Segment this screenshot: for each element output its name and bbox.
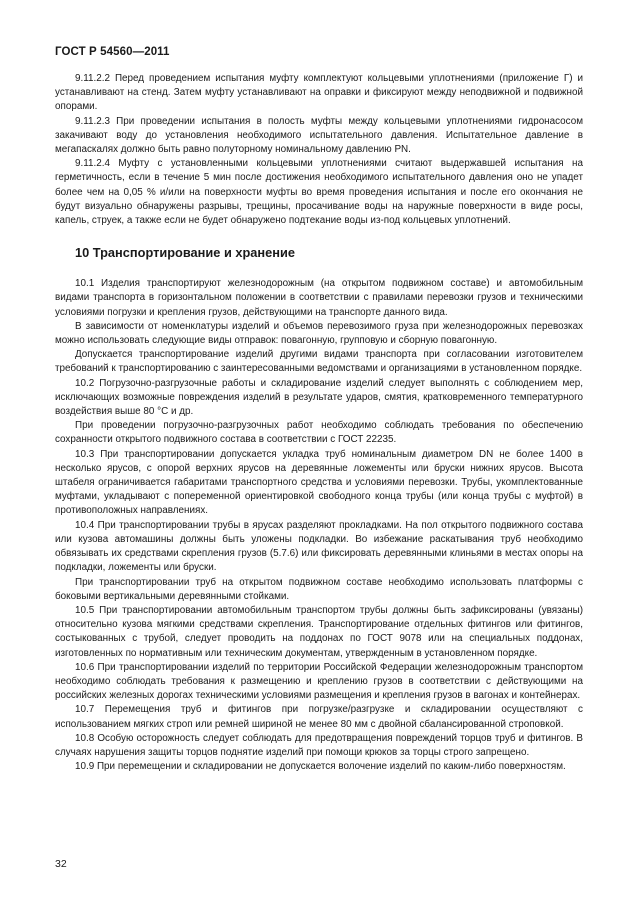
paragraph-10-3: 10.3 При транспортировании допускается укладка труб номинальным диаметром DN не более 1400 в несколько ярусов, с опорой верхних ярусов на деревянные ложементы или бруски нижних ярусов. Высота штабеля ограничивается габаритами транспортного средства и условиями перевозки. Трубы, укомплектованные муфтами, укладывают с попеременной ориентировкой свободного конца трубы (или конца трубы с муфтой) в противоположных направлениях. bbox=[55, 448, 583, 517]
section-heading: 10 Транспортирование и хранение bbox=[75, 245, 295, 261]
paragraph: Допускается транспортирование изделий другими видами транспорта при согласовании изготовителем требований к транспортированию с заинтересованными ведомствами и организациями в установленном порядке. bbox=[55, 349, 583, 375]
paragraph-10-6: 10.6 При транспортировании изделий по территории Российской Федерации железнодорожным транспортом необходимо соблюдать требования к размещению и креплению грузов в соответствии с действующими на российских железных дорогах техническими условиями размещения и крепления грузов в вагонах и контейнерах. bbox=[55, 661, 583, 702]
paragraph-10-1: 10.1 Изделия транспортируют железнодорожным (на открытом подвижном составе) и автомобильным видами транспорта в горизонтальном положении в соответствии с правилами перевозки грузов и техническими условиями погрузки и крепления грузов, действующими на транспорте данного вида. bbox=[55, 278, 583, 318]
paragraph-10-8: 10.8 Особую осторожность следует соблюдать для предотвращения повреждений торцов труб и фитингов. В случаях нарушения защиты торцов поднятие изделий при помощи крюков за торцы строго запрещено. bbox=[55, 732, 583, 758]
paragraph: В зависимости от номенклатуры изделий и объемов перевозимого груза при железнодорожных перевозках можно использовать следующие виды отправок: повагонную, групповую и сборную повагонную. bbox=[55, 320, 583, 347]
paragraph-10-4: 10.4 При транспортировании трубы в ярусах разделяют прокладками. На пол открытого подвижного состава или кузова автомашины должны быть уложены подкладки. Во избежание раскатывания труб необходимо обвязывать их средствами скрепления грузов (5.7.6) или фиксировать деревянными клиньями в местах опоры на подкладки, ложементы или бруски. bbox=[55, 519, 583, 574]
page-number: 32 bbox=[55, 858, 67, 870]
paragraph-9-11-2-3: 9.11.2.3 При проведении испытания в полость муфты между кольцевыми уплотнениями гидронасосом закачивают воду до установления необходимого испытательного давления. Испытательное давление в мегапаскалях должно быть равно полуторному номинальному давлению PN. bbox=[55, 115, 583, 156]
paragraph-9-11-2-4: 9.11.2.4 Муфту с установленными кольцевыми уплотнениями считают выдержавшей испытания на герметичность, если в течение 5 мин после достижения необходимого испытательного давления оно не упадет более чем на 0,05 % и/или на поверхности муфты во время проведения испытания и после его окончания не будут визуально обнаружены разрывы, трещины, просачивание воды на наружные поверхности в виде росы, капель, струек, а также если не будет обнаружено подтекание воды из-под кольцевых уплотнений. bbox=[55, 158, 583, 227]
paragraph-10-7: 10.7 Перемещения труб и фитингов при погрузке/разгрузке и складировании осуществляют с использованием мягких строп или ремней шириной не менее 80 мм с двойной сбалансированной строповкой. bbox=[55, 704, 583, 730]
paragraph-9-11-2-2: 9.11.2.2 Перед проведением испытания муфту комплектуют кольцевыми уплотнениями (приложение Г) и устанавливают на стенд. Затем муфту устанавливают на оправки и фиксируют между неподвижной и подвижной опорами. bbox=[55, 73, 583, 113]
page-content bbox=[55, 72, 583, 774]
paragraph-10-2: 10.2 Погрузочно-разгрузочные работы и складирование изделий следует выполнять с соблюдением мер, исключающих возможные повреждения изделий в результате ударов, смятия, кратковременного температурного воздействия выше 80 °С и др. bbox=[55, 377, 583, 418]
paragraph-10-9: 10.9 При перемещении и складировании не допускается волочение изделий по каким-либо поверхностям. bbox=[75, 761, 566, 773]
standard-id-header: ГОСТ Р 54560—2011 bbox=[55, 46, 170, 58]
paragraph: При проведении погрузочно-разгрузочных работ необходимо соблюдать требования по обеспечению сохранности открытого подвижного состава в соответствии с ГОСТ 22235. bbox=[55, 420, 583, 446]
paragraph: При транспортировании труб на открытом подвижном составе необходимо использовать платформы с боковыми вертикальными деревянными стойками. bbox=[55, 576, 583, 602]
paragraph-10-5: 10.5 При транспортировании автомобильным транспортом трубы должны быть зафиксированы (увязаны) относительно кузова мягкими средствами скрепления. Транспортирование отдельных фитингов или фитингов, состыкованных с трубой, следует проводить на поддонах по ГОСТ 9078 или на специальных поддонах, изготовленных по нормативным или техническим документам, утвержденным в установленном порядке. bbox=[55, 604, 583, 659]
